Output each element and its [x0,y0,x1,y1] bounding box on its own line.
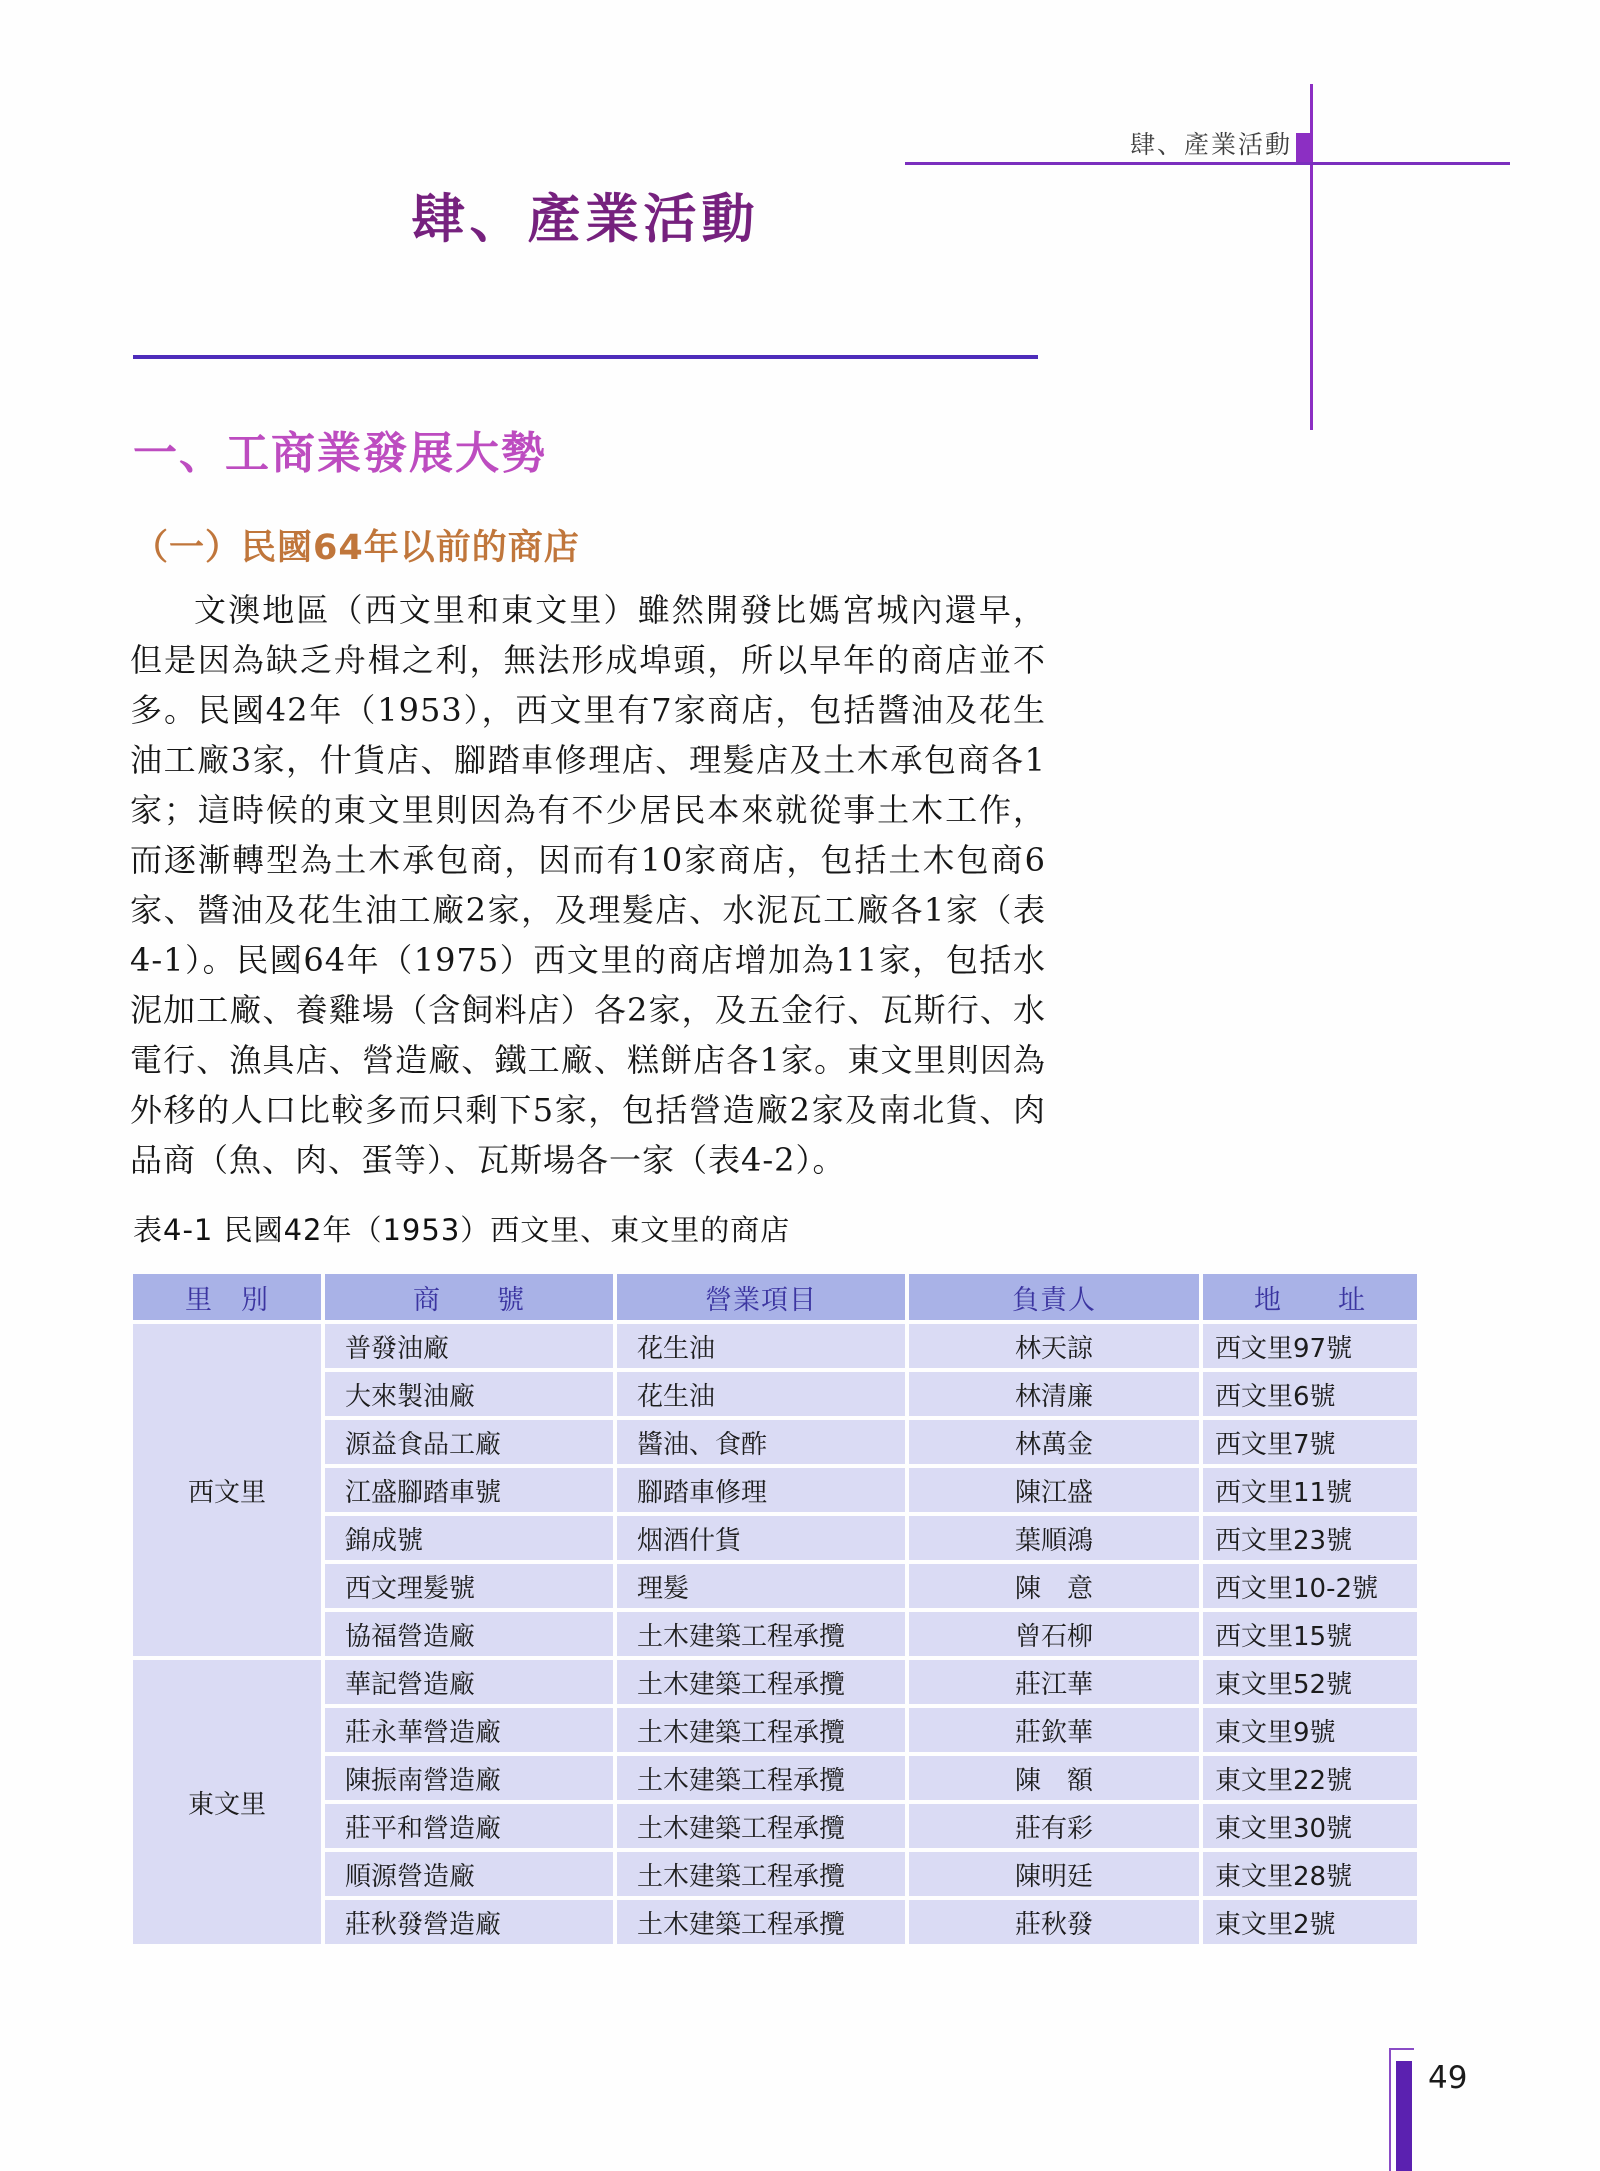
column-header-owner: 負責人 [909,1274,1199,1320]
address-cell: 東文里52號 [1203,1660,1417,1704]
column-header-address: 地 址 [1203,1274,1417,1320]
owner-cell: 林萬金 [909,1420,1199,1464]
address-cell: 東文里2號 [1203,1900,1417,1944]
footer-bar-ornament [1396,2061,1412,2171]
page-number: 49 [1428,2060,1468,2096]
business-cell: 腳踏車修理 [617,1468,905,1512]
header-square-ornament [1296,133,1311,164]
address-cell: 西文里97號 [1203,1324,1417,1368]
table-row [133,1516,1417,1560]
page-title: 肆、產業活動 [411,188,760,250]
business-cell: 土木建築工程承攬 [617,1900,905,1944]
address-cell: 西文里23號 [1203,1516,1417,1560]
column-header-shop: 商 號 [325,1274,613,1320]
section-heading: 一、工商業發展大勢 [133,428,547,479]
business-cell: 醬油、食酢 [617,1420,905,1464]
owner-cell: 莊有彩 [909,1804,1199,1848]
business-cell: 土木建築工程承攬 [617,1660,905,1704]
shop-name-cell: 莊秋發營造廠 [325,1900,613,1944]
business-cell: 理髮 [617,1564,905,1608]
address-cell: 西文里11號 [1203,1468,1417,1512]
table-row [133,1324,1417,1368]
shop-name-cell: 莊永華營造廠 [325,1708,613,1752]
owner-cell: 曾石柳 [909,1612,1199,1656]
village-cell: 東文里 [133,1660,321,1944]
address-cell: 東文里28號 [1203,1852,1417,1896]
business-cell: 花生油 [617,1372,905,1416]
owner-cell: 陳 意 [909,1564,1199,1608]
shop-name-cell: 普發油廠 [325,1324,613,1368]
title-underline-rule [133,355,1038,359]
column-header-village: 里 別 [133,1274,321,1320]
business-cell: 土木建築工程承攬 [617,1804,905,1848]
shop-name-cell: 江盛腳踏車號 [325,1468,613,1512]
table-caption: 表4-1 民國42年（1953）西文里、東文里的商店 [133,1213,791,1247]
address-cell: 西文里7號 [1203,1420,1417,1464]
table-row [133,1468,1417,1512]
table-row [133,1852,1417,1896]
address-cell: 西文里15號 [1203,1612,1417,1656]
shop-name-cell: 大來製油廠 [325,1372,613,1416]
address-cell: 東文里30號 [1203,1804,1417,1848]
owner-cell: 陳明廷 [909,1852,1199,1896]
business-cell: 土木建築工程承攬 [617,1708,905,1752]
table-row [133,1420,1417,1464]
shop-name-cell: 錦成號 [325,1516,613,1560]
shop-name-cell: 順源營造廠 [325,1852,613,1896]
owner-cell: 陳江盛 [909,1468,1199,1512]
address-cell: 東文里22號 [1203,1756,1417,1800]
running-header: 肆、產業活動 [1129,130,1292,159]
table-row [133,1708,1417,1752]
business-cell: 土木建築工程承攬 [617,1612,905,1656]
table-row [133,1660,1417,1704]
footer-thin-rule-vertical [1389,2048,1391,2171]
business-cell: 土木建築工程承攬 [617,1852,905,1896]
shop-name-cell: 華記營造廠 [325,1660,613,1704]
commerce-table [129,1270,1421,1948]
table-row [133,1804,1417,1848]
table-row [133,1564,1417,1608]
header-horizontal-rule [905,162,1510,165]
shop-name-cell: 源益食品工廠 [325,1420,613,1464]
address-cell: 西文里6號 [1203,1372,1417,1416]
owner-cell: 莊秋發 [909,1900,1199,1944]
business-cell: 土木建築工程承攬 [617,1756,905,1800]
owner-cell: 莊欽華 [909,1708,1199,1752]
column-header-business: 營業項目 [617,1274,905,1320]
table-row [133,1756,1417,1800]
footer-thin-rule-horizontal [1389,2048,1414,2050]
business-cell: 烟酒什貨 [617,1516,905,1560]
header-vertical-rule [1310,84,1313,430]
owner-cell: 陳 額 [909,1756,1199,1800]
owner-cell: 葉順鴻 [909,1516,1199,1560]
table-row [133,1372,1417,1416]
body-paragraph: 文澳地區（西文里和東文里）雖然開發比媽宮城內還早，但是因為缺乏舟楫之利，無法形成埠頭，所以早年的商店並不多。民國42年（1953），西文里有7家商店，包括醬油及花生油工廠3家，什貨店、腳踏車修理店、理髮店及土木承包商各1家；這時候的東文里則因為有不少居民本來就從事土木工作，而逐漸轉型為土木承包商，因而有10家商店，包括土木包商6家、醬油及花生油工廠2家，及理髮店、水泥瓦工廠各1家（表4-1）。民國64年（1975）西文里的商店增加為11家，包括水泥加工廠、養雞場（含飼料店）各2家，及五金行、瓦斯行、水電行、漁具店、營造廠、鐵工廠、糕餅店各1家。東文里則因為外移的人口比較多而只剩下5家，包括營造廠2家及南北貨、肉品商（魚、肉、蛋等）、瓦斯場各一家（表4-2）。 [130,591,1046,1179]
village-cell: 西文里 [133,1324,321,1656]
address-cell: 東文里9號 [1203,1708,1417,1752]
table-header-row [133,1274,1417,1320]
shop-name-cell: 莊平和營造廠 [325,1804,613,1848]
shop-name-cell: 西文理髮號 [325,1564,613,1608]
shop-name-cell: 陳振南營造廠 [325,1756,613,1800]
address-cell: 西文里10-2號 [1203,1564,1417,1608]
business-cell: 花生油 [617,1324,905,1368]
owner-cell: 莊江華 [909,1660,1199,1704]
owner-cell: 林清廉 [909,1372,1199,1416]
table-row [133,1900,1417,1944]
subsection-heading: （一）民國64年以前的商店 [133,528,580,568]
shop-name-cell: 協福營造廠 [325,1612,613,1656]
owner-cell: 林天諒 [909,1324,1199,1368]
table-row [133,1612,1417,1656]
